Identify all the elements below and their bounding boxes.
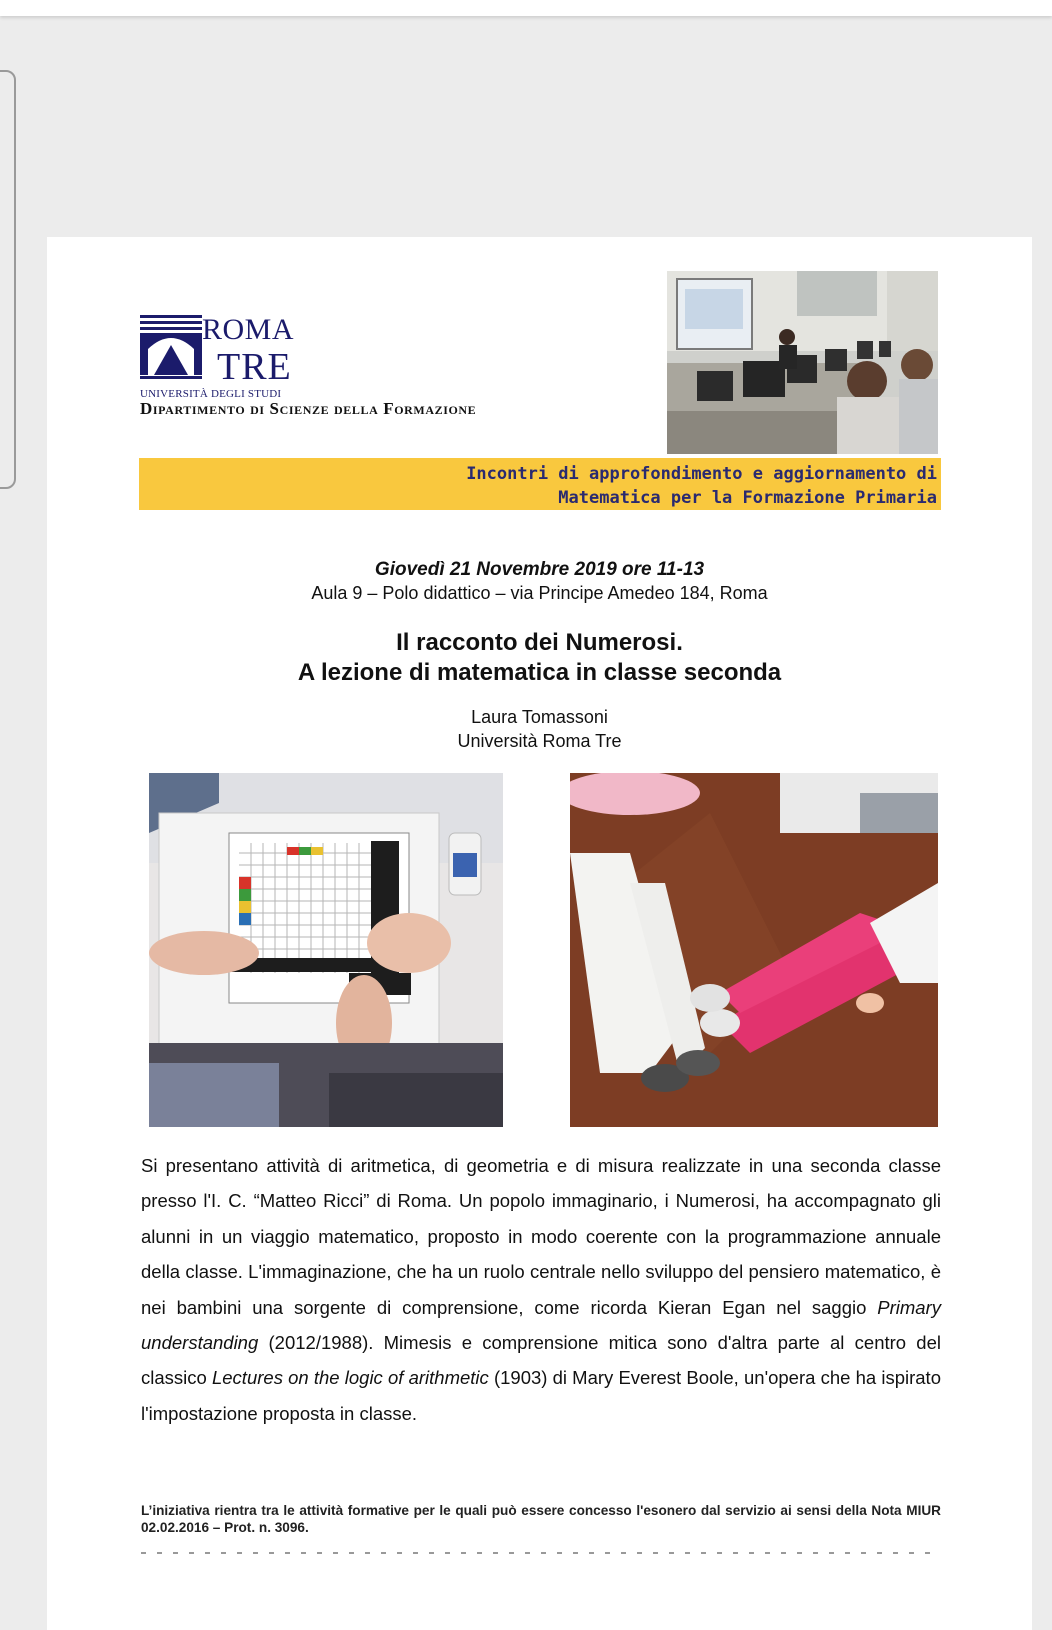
exemption-note: L’iniziativa rientra tra le attività formative per le quali può essere concesso l'esonero dal servizio ai sensi della Nota MIUR 02.02.2016 – Prot. n. 3096. (141, 1503, 941, 1535)
abstract-text-1: Si presentano attività di aritmetica, di geometria e di misura realizzate in una seconda classe presso l'I. C. “Matteo Ricci” di Roma. Un popolo immaginario, i Numerosi, ha accompagnato gli alunni in un viaggio matematico, proposto in modo coerente con la programmazione annuale della classe. L'immaginazione, che ha un ruolo centrale nello sviluppo del pensiero matematico, è nei bambini una sorgente di comprensione, come ricorda Kieran Egan nel saggio (141, 1155, 941, 1318)
children-measuring-photo (570, 773, 938, 1127)
roma-tre-emblem-icon (140, 315, 202, 379)
event-venue: Aula 9 – Polo didattico – via Principe Amedeo 184, Roma (311, 583, 768, 603)
department-name: Dipartimento di Scienze della Formazione (140, 399, 477, 418)
speaker-affiliation: Università Roma Tre (457, 731, 622, 751)
logo-tre: TRE (217, 346, 292, 388)
logo-subtitle: UNIVERSITÀ DEGLI STUDI (140, 388, 282, 400)
abstract-text-2: (2012/1988). Mimesis e comprensione mitica sono d'altra parte al centro del classico (141, 1332, 941, 1389)
speaker-name: Laura Tomassoni (471, 707, 608, 727)
roma-tre-logo (140, 313, 300, 400)
multiplication-table-photo (149, 773, 503, 1127)
abstract-paragraph (141, 1148, 941, 1431)
event-date: Giovedì 21 Novembre 2019 ore 11-13 (374, 559, 705, 580)
abstract-italic-book-1: Primary understanding (141, 1296, 941, 1354)
browser-top-bar (0, 0, 1052, 16)
talk-title-line-2: A lezione di matematica in classe seconda (297, 659, 782, 686)
banner-line-2: Matematica per la Formazione Primaria (558, 488, 937, 508)
page-cut-line (141, 1552, 941, 1554)
document-page (47, 237, 1032, 1630)
logo-roma: ROMA (202, 313, 295, 346)
classroom-photo (667, 271, 938, 454)
abstract-text-3: (1903) di Mary Everest Boole, un'opera che ha ispirato l'impostazione proposta in classe. (141, 1367, 941, 1424)
event-series-banner (139, 458, 941, 510)
abstract-italic-book-2: Lectures on the logic of arithmetic (211, 1367, 489, 1389)
banner-line-1: Incontri di approfondimento e aggiornamento di (466, 464, 937, 484)
talk-title-line-1: Il racconto dei Numerosi. (396, 629, 683, 656)
side-drawer-handle[interactable] (0, 70, 16, 489)
